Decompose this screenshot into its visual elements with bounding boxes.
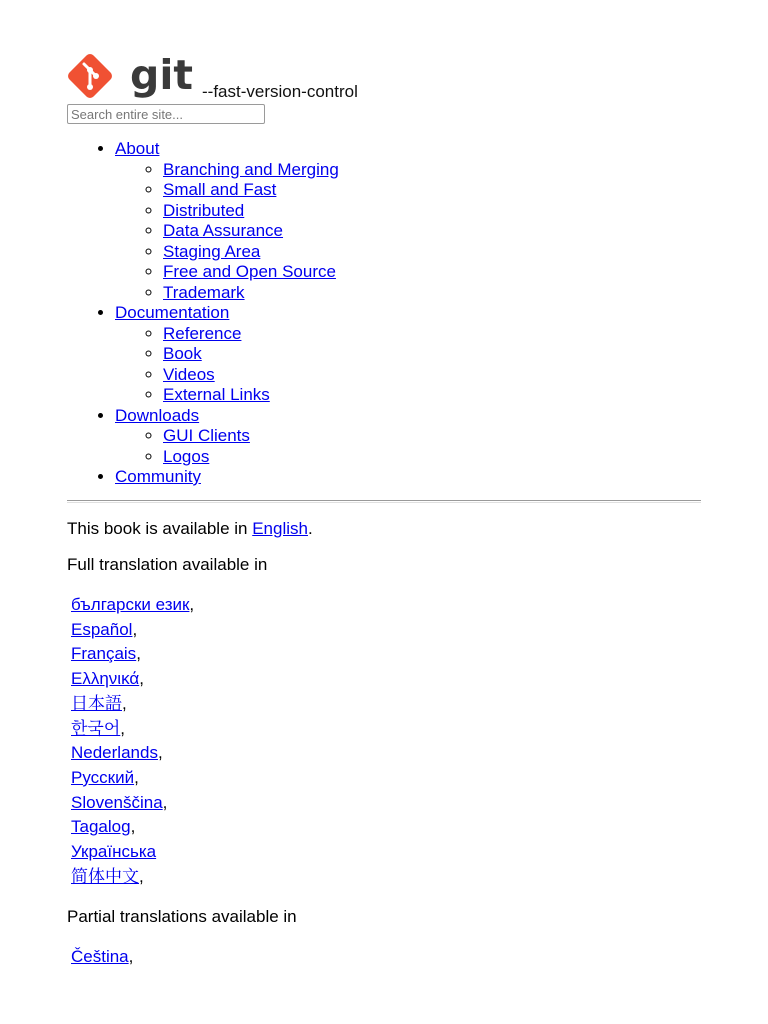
language-link-ukrainian[interactable]: Українська xyxy=(71,842,157,862)
submenu-item xyxy=(163,283,339,304)
nav-item-downloads xyxy=(115,406,339,468)
language-link-greek[interactable]: Ελληνικά xyxy=(71,669,140,689)
language-item xyxy=(71,717,194,742)
language-link-czech[interactable]: Čeština xyxy=(71,947,129,966)
downloads-submenu xyxy=(115,426,339,467)
language-item xyxy=(71,741,194,766)
nav-link-trademark[interactable]: Trademark xyxy=(163,282,245,302)
english-link[interactable]: English xyxy=(252,519,308,538)
submenu-item xyxy=(163,201,339,222)
separator: , xyxy=(130,817,136,837)
partial-translation-list xyxy=(71,945,133,970)
nav-link-small-fast[interactable]: Small and Fast xyxy=(163,180,277,199)
language-item xyxy=(71,618,194,643)
submenu-item xyxy=(163,365,339,386)
language-item xyxy=(71,791,194,816)
separator: , xyxy=(162,792,168,812)
language-item xyxy=(71,865,194,890)
submenu-item xyxy=(163,426,339,447)
language-link-bulgarian[interactable]: български език xyxy=(71,595,190,614)
nav-link-videos[interactable]: Videos xyxy=(163,364,215,384)
divider xyxy=(67,500,701,503)
submenu-item xyxy=(163,324,339,345)
main-nav xyxy=(75,139,339,488)
language-link-chinese-simplified[interactable]: 简体中文 xyxy=(71,866,139,886)
tagline: --fast-version-control xyxy=(202,82,358,101)
submenu-item xyxy=(163,447,339,468)
language-link-korean[interactable]: 한국어 xyxy=(71,718,121,738)
language-link-slovenian[interactable]: Slovenščina xyxy=(71,792,163,812)
submenu-item xyxy=(163,221,339,242)
language-link-spanish[interactable]: Español xyxy=(71,619,133,639)
available-suffix: . xyxy=(307,519,313,538)
separator: , xyxy=(132,619,138,639)
submenu-item xyxy=(163,344,339,365)
nav-link-logos[interactable]: Logos xyxy=(163,446,210,466)
separator: , xyxy=(120,718,126,738)
language-link-russian[interactable]: Русский xyxy=(71,767,135,787)
language-item xyxy=(71,593,194,618)
language-item xyxy=(71,642,194,667)
nav-link-reference[interactable]: Reference xyxy=(163,323,242,343)
git-diamond-icon xyxy=(67,53,114,100)
available-prefix: This book is available in xyxy=(67,519,253,538)
separator: , xyxy=(139,866,144,886)
language-link-tagalog[interactable]: Tagalog xyxy=(71,817,131,837)
nav-link-data-assurance[interactable]: Data Assurance xyxy=(163,221,284,240)
nav-link-book[interactable]: Book xyxy=(163,344,202,363)
language-item xyxy=(71,815,194,840)
separator: , xyxy=(157,743,163,763)
submenu-item xyxy=(163,160,339,181)
language-link-french[interactable]: Français xyxy=(71,644,137,664)
available-in-text xyxy=(67,519,313,539)
nav-item-about xyxy=(115,139,339,303)
language-item xyxy=(71,945,133,970)
submenu-item xyxy=(163,180,339,201)
separator: , xyxy=(128,947,134,966)
full-translation-list xyxy=(71,593,194,889)
separator: , xyxy=(136,644,141,664)
language-item xyxy=(71,766,194,791)
language-item xyxy=(71,840,194,865)
about-submenu xyxy=(115,160,339,304)
submenu-item xyxy=(163,262,339,283)
language-item xyxy=(71,667,194,692)
nav-item-community xyxy=(115,467,339,488)
nav-link-documentation[interactable]: Documentation xyxy=(115,303,230,322)
separator: , xyxy=(139,669,144,689)
nav-link-gui-clients[interactable]: GUI Clients xyxy=(163,426,250,445)
nav-link-staging-area[interactable]: Staging Area xyxy=(163,241,261,261)
language-item xyxy=(71,692,194,717)
nav-item-documentation xyxy=(115,303,339,406)
nav-link-community[interactable]: Community xyxy=(115,467,201,486)
submenu-item xyxy=(163,242,339,263)
language-link-japanese[interactable]: 日本語 xyxy=(71,693,122,713)
separator: , xyxy=(122,693,127,713)
separator: , xyxy=(134,767,139,787)
nav-link-downloads[interactable]: Downloads xyxy=(115,405,200,425)
search-input[interactable] xyxy=(67,104,265,124)
nav-link-branching-merging[interactable]: Branching and Merging xyxy=(163,159,339,179)
nav-link-distributed[interactable]: Distributed xyxy=(163,200,245,220)
documentation-submenu xyxy=(115,324,339,406)
language-link-dutch[interactable]: Nederlands xyxy=(71,743,158,763)
separator: , xyxy=(189,595,195,614)
git-logo[interactable] xyxy=(67,53,197,103)
logo-wordmark: git xyxy=(130,53,194,99)
full-translation-label: Full translation available in xyxy=(67,555,268,574)
nav-link-free-open-source[interactable]: Free and Open Source xyxy=(163,262,336,281)
partial-translation-label: Partial translations available in xyxy=(67,907,297,926)
submenu-item xyxy=(163,385,339,406)
nav-link-external-links[interactable]: External Links xyxy=(163,385,270,404)
nav-link-about[interactable]: About xyxy=(115,139,160,158)
